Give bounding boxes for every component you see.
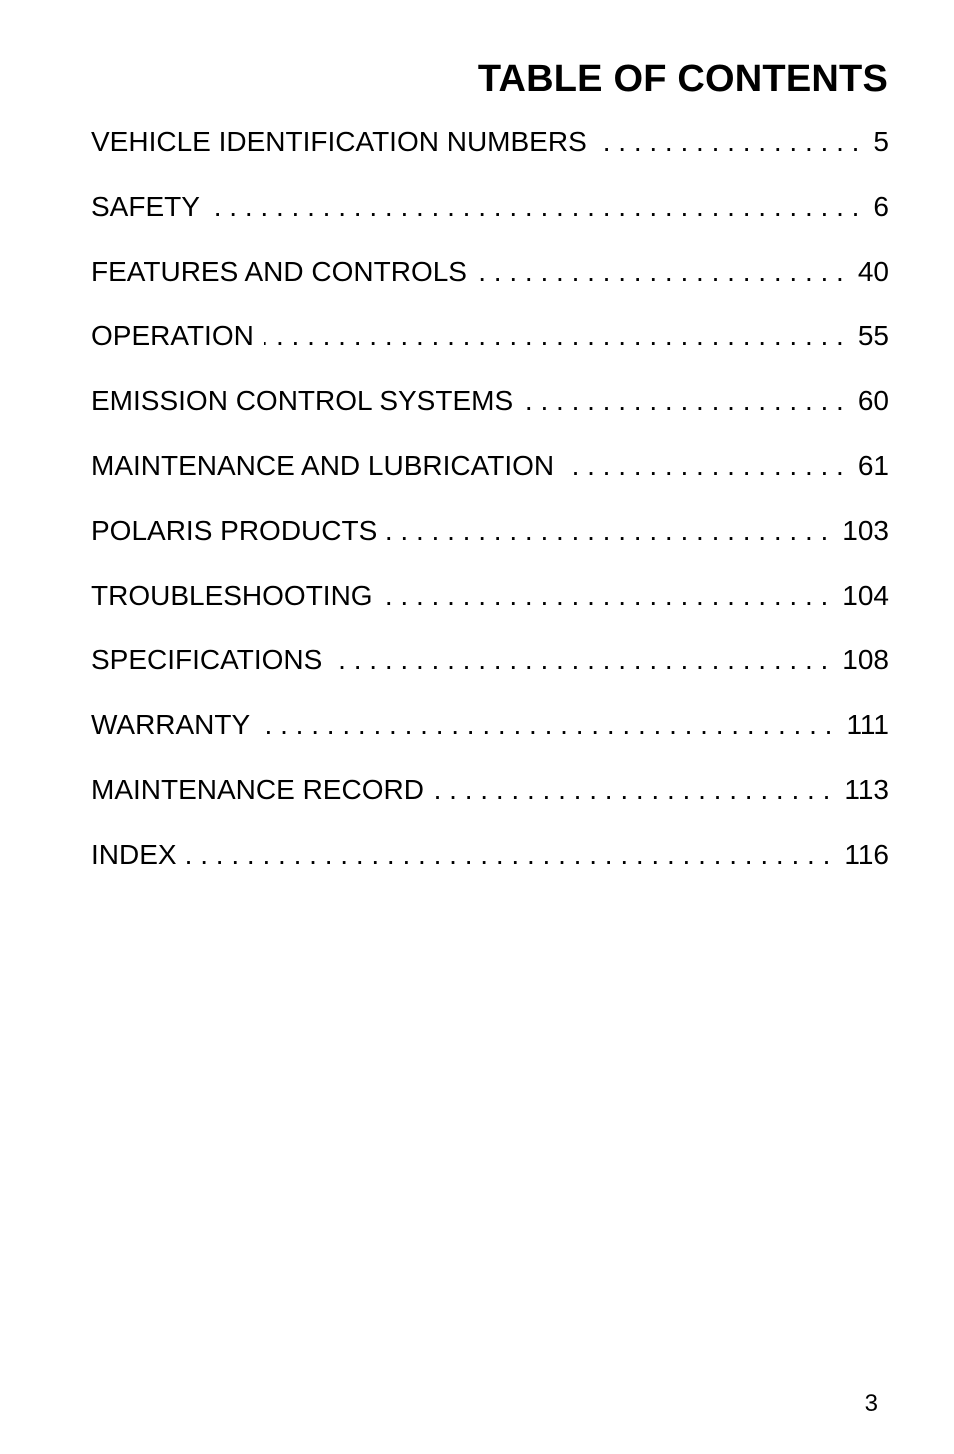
toc-entry-page: 6	[873, 190, 889, 222]
toc-entry-safety[interactable]	[91, 185, 889, 250]
toc-entry-features-and-controls[interactable]	[91, 250, 889, 315]
toc-entry-page: 40	[857, 255, 889, 287]
page-title: TABLE OF CONTENTS	[477, 58, 888, 100]
toc-entry-label: TROUBLESHOOTING	[91, 579, 373, 611]
toc-entry-label: SPECIFICATIONS	[91, 644, 323, 676]
toc-entry-label: SAFETY	[91, 190, 200, 222]
dot-leader	[597, 120, 860, 164]
toc-entry-label: POLARIS PRODUCTS	[91, 514, 378, 546]
page-number: 3	[864, 1390, 878, 1417]
dot-leader	[564, 444, 844, 488]
dot-leader	[260, 703, 832, 747]
toc-entry-page: 103	[842, 514, 889, 546]
toc-entry-label: MAINTENANCE RECORD	[91, 773, 424, 805]
toc-entry-page: 61	[857, 449, 889, 481]
dot-leader	[523, 379, 844, 423]
dot-leader	[434, 768, 830, 812]
toc-entry-troubleshooting[interactable]	[91, 574, 889, 639]
toc-entry-vehicle-identification-numbers[interactable]	[91, 120, 889, 185]
toc-entry-maintenance-and-lubrication[interactable]	[91, 444, 889, 509]
toc-entry-label: WARRANTY	[91, 709, 251, 741]
toc-entry-emission-control-systems[interactable]	[91, 379, 889, 444]
dot-leader	[264, 314, 844, 358]
dot-leader	[187, 833, 831, 877]
toc-entry-page: 60	[857, 385, 889, 417]
toc-entry-label: FEATURES AND CONTROLS	[91, 255, 467, 287]
toc-entry-page: 116	[844, 838, 889, 870]
toc-entry-label: OPERATION	[91, 320, 254, 352]
dot-leader	[383, 574, 829, 618]
toc-entry-page: 108	[842, 644, 889, 676]
toc-entry-label: MAINTENANCE AND LUBRICATION	[91, 449, 555, 481]
table-of-contents	[91, 120, 889, 898]
toc-entry-page: 5	[873, 126, 889, 157]
toc-entry-specifications[interactable]	[91, 638, 889, 703]
dot-leader	[387, 509, 828, 553]
toc-entry-operation[interactable]	[91, 314, 889, 379]
toc-entry-page: 55	[857, 320, 889, 352]
toc-entry-label: EMISSION CONTROL SYSTEMS	[91, 385, 514, 417]
dot-leader	[332, 638, 828, 682]
toc-entry-label: INDEX	[91, 838, 177, 870]
toc-entry-page: 113	[844, 773, 889, 805]
toc-entry-polaris-products[interactable]	[91, 509, 889, 574]
toc-entry-page: 104	[842, 579, 889, 611]
dot-leader	[477, 250, 844, 294]
toc-entry-index[interactable]	[91, 833, 889, 898]
toc-entry-maintenance-record[interactable]	[91, 768, 889, 833]
toc-entry-warranty[interactable]	[91, 703, 889, 768]
toc-entry-page: 111	[846, 709, 889, 741]
dot-leader	[210, 185, 860, 229]
toc-entry-label: VEHICLE IDENTIFICATION NUMBERS	[91, 126, 587, 157]
